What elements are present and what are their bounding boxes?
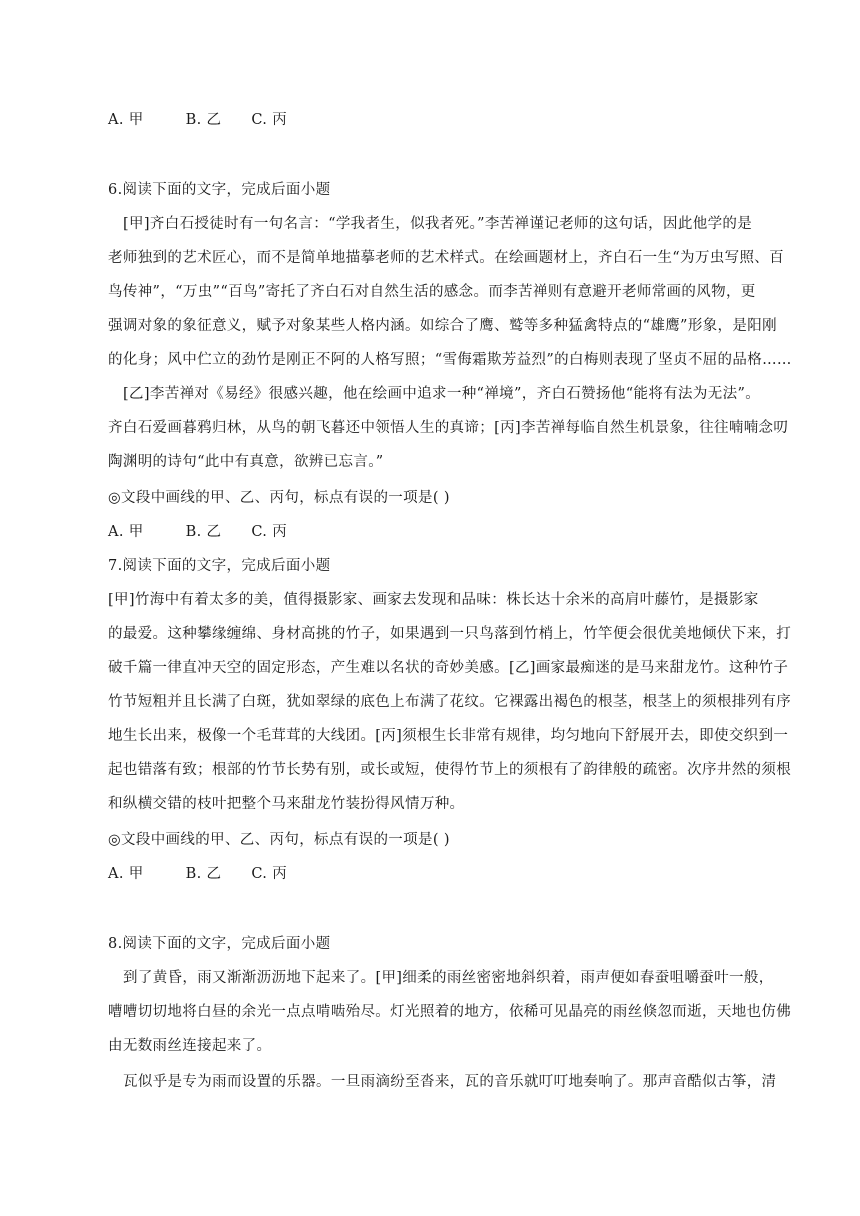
option-b[interactable]: B. 乙	[185, 866, 222, 882]
q6-line: 鸟传神”，“万虫”“百鸟”寄托了齐白石对自然生活的感念。而李苦禅则有意避开老师常画的风物，更	[108, 284, 756, 300]
q6-line: 齐白石爱画暮鸦归林，从鸟的朝飞暮还中领悟人生的真谛；[丙]李苦禅每临自然生机景象，往往喃喃念叨	[108, 420, 789, 436]
option-c[interactable]: C. 丙	[251, 866, 288, 882]
q6-line: 老师独到的艺术匠心，而不是简单地描摹老师的艺术样式。在绘画题材上，齐白石一生“为万虫写照、百	[108, 250, 785, 266]
q6-line: 强调对象的象征意义，赋予对象某些人格内涵。如综合了鹰、鹫等多种猛禽特点的“雄鹰”形象，是阳刚	[108, 318, 777, 334]
q8-line: 由无数雨丝连接起来了。	[108, 1038, 272, 1054]
option-a[interactable]: A. 甲	[108, 866, 144, 882]
q7-line: [甲]竹海中有着太多的美，值得摄影家、画家去发现和品味：株长达十余米的高肩叶藤竹，是摄影家	[108, 592, 759, 608]
q6-heading: 6.阅读下面的文字，完成后面小题	[108, 182, 331, 198]
q7-question: ◎文段中画线的甲、乙、丙句，标点有误的一项是( )	[108, 832, 450, 848]
q6-question: ◎文段中画线的甲、乙、丙句，标点有误的一项是( )	[108, 490, 450, 506]
q7-line: 的最爱。这种攀缘缠绵、身材高挑的竹子，如果遇到一只鸟落到竹梢上，竹竿便会很优美地倾伏下来，打	[108, 626, 792, 642]
option-b[interactable]: B. 乙	[185, 112, 222, 128]
q6-line: [甲]齐白石授徒时有一句名言：“学我者生，似我者死。”李苦禅谨记老师的这句话，因此他学的是	[123, 216, 753, 232]
q7-line: 地生长出来，极像一个毛茸茸的大线团。[丙]须根生长非常有规律，均匀地向下舒展开去，即使交织到一	[108, 728, 789, 744]
option-a[interactable]: A. 甲	[108, 112, 144, 128]
q7-line: 竹节短粗并且长满了白斑，犹如翠绿的底色上布满了花纹。它裸露出褐色的根茎，根茎上的须根排列有序	[108, 694, 792, 710]
q8-line: 瓦似乎是专为雨而设置的乐器。一旦雨滴纷至沓来，瓦的音乐就叮叮地奏响了。那声音酷似古筝，清	[123, 1074, 777, 1090]
q6-options	[108, 522, 798, 542]
option-b[interactable]: B. 乙	[185, 524, 222, 540]
option-c[interactable]: C. 丙	[251, 112, 288, 128]
q7-heading: 7.阅读下面的文字，完成后面小题	[108, 558, 331, 574]
q6-line: [乙]李苦禅对《易经》很感兴趣，他在绘画中追求一种“禅境”，齐白石赞扬他“能将有法为无法”。	[123, 386, 761, 402]
option-c[interactable]: C. 丙	[251, 524, 288, 540]
q6-line: 的化身；风中伫立的劲竹是刚正不阿的人格写照；“雪侮霜欺芳益烈”的白梅则表现了坚贞不屈的品格……	[108, 352, 792, 368]
q7-line: 和纵横交错的枝叶把整个马来甜龙竹装扮得风情万种。	[108, 796, 465, 812]
q7-options	[108, 864, 798, 884]
q5-options	[108, 110, 798, 130]
q7-line: 起也错落有致；根部的竹节长势有别，或长或短，使得竹节上的须根有了韵律般的疏密。次序井然的须根	[108, 762, 792, 778]
q6-line: 陶渊明的诗句“此中有真意，欲辨已忘言。”	[108, 454, 384, 470]
q8-heading: 8.阅读下面的文字，完成后面小题	[108, 936, 331, 952]
q8-line: 到了黄昏，雨又渐渐沥沥地下起来了。[甲]细柔的雨丝密密地斜织着，雨声便如春蚕咀嚼蚕叶一般，	[123, 970, 774, 986]
option-a[interactable]: A. 甲	[108, 524, 144, 540]
q8-line: 嘈嘈切切地将白昼的余光一点点啃啮殆尽。灯光照着的地方，依稀可见晶亮的雨丝倏忽而逝，天地也仿佛	[108, 1004, 792, 1020]
q7-line: 破千篇一律直冲天空的固定形态，产生难以名状的奇妙美感。[乙]画家最痴迷的是马来甜龙竹。这种竹子	[108, 660, 789, 676]
